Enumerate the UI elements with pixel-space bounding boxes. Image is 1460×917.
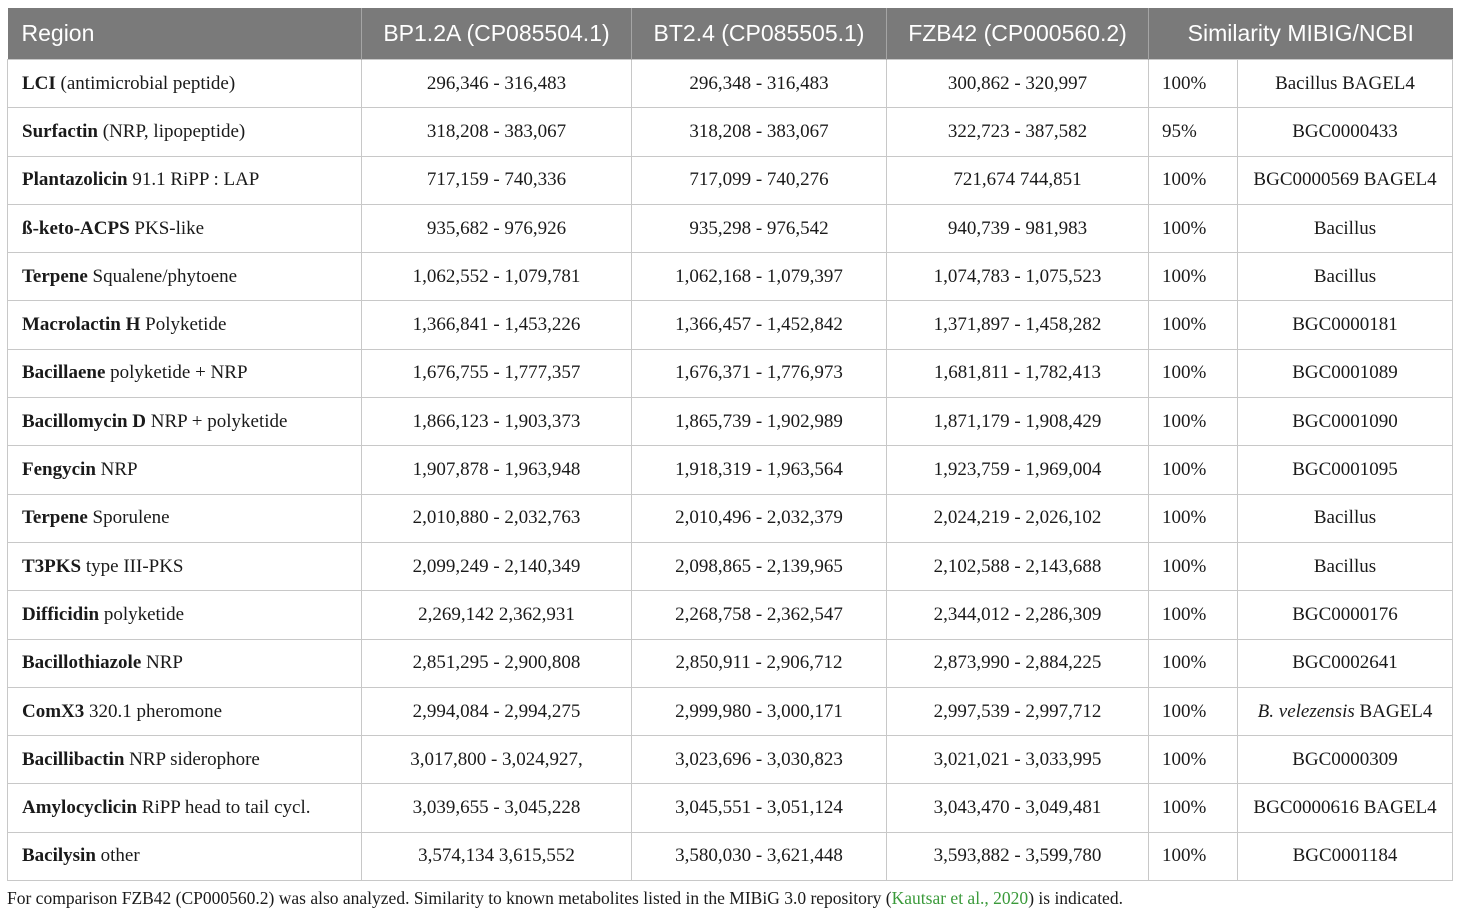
reference-id: Bacillus: [1313, 265, 1377, 287]
cell-bt24-coordinates: 3,580,030 - 3,621,448: [632, 832, 887, 880]
cell-region: [8, 542, 362, 590]
cell-fzb42-coordinates: 300,862 - 320,997: [887, 60, 1149, 108]
header-fzb42: FZB42 (CP000560.2): [887, 8, 1149, 60]
table-row: [8, 639, 1453, 687]
cell-region: [8, 398, 362, 446]
cell-region: [8, 832, 362, 880]
cell-bp12a-coordinates: 2,994,084 - 2,994,275: [362, 687, 632, 735]
region-description: NRP + polyketide: [150, 410, 288, 432]
cell-similarity-percent: 100%: [1149, 832, 1238, 880]
cell-bt24-coordinates: 1,918,319 - 1,963,564: [632, 446, 887, 494]
cell-fzb42-coordinates: 1,681,811 - 1,782,413: [887, 349, 1149, 397]
cell-bp12a-coordinates: 717,159 - 740,336: [362, 156, 632, 204]
region-description: 91.1 RiPP : LAP: [132, 169, 260, 191]
cell-similarity-reference: [1238, 156, 1453, 204]
cell-similarity-reference: [1238, 108, 1453, 156]
cell-bt24-coordinates: 1,062,168 - 1,079,397: [632, 253, 887, 301]
region-name: Macrolactin H: [22, 314, 141, 336]
cell-similarity-reference: [1238, 639, 1453, 687]
region-description: NRP: [146, 652, 183, 674]
cell-fzb42-coordinates: 3,593,882 - 3,599,780: [887, 832, 1149, 880]
table-header-row: [8, 8, 1453, 60]
cell-bp12a-coordinates: 2,851,295 - 2,900,808: [362, 639, 632, 687]
table-row: [8, 156, 1453, 204]
cell-bp12a-coordinates: 1,866,123 - 1,903,373: [362, 398, 632, 446]
cell-bt24-coordinates: 935,298 - 976,542: [632, 204, 887, 252]
region-name: Difficidin: [22, 603, 100, 625]
table-row: [8, 349, 1453, 397]
cell-region: [8, 446, 362, 494]
region-description: polyketide + NRP: [110, 362, 248, 384]
header-similarity: Similarity MIBIG/NCBI: [1149, 8, 1453, 60]
region-description: (NRP, lipopeptide): [102, 120, 246, 142]
cell-bp12a-coordinates: 318,208 - 383,067: [362, 108, 632, 156]
region-name: ß-keto-ACPS: [22, 217, 130, 239]
cell-similarity-percent: 100%: [1149, 542, 1238, 590]
reference-id: BGC0000309: [1292, 748, 1398, 770]
region-description: type III-PKS: [85, 555, 184, 577]
cell-similarity-percent: 100%: [1149, 591, 1238, 639]
region-name: Plantazolicin: [22, 169, 128, 191]
reference-id: BGC0000569 BAGEL4: [1253, 169, 1437, 191]
cell-region: [8, 60, 362, 108]
cell-bp12a-coordinates: 1,366,841 - 1,453,226: [362, 301, 632, 349]
cell-bp12a-coordinates: 2,099,249 - 2,140,349: [362, 542, 632, 590]
cell-region: [8, 253, 362, 301]
footnote-citation-link[interactable]: Kautsar et al., 2020: [891, 888, 1029, 908]
region-name: Bacillibactin: [22, 748, 125, 770]
table-row: [8, 784, 1453, 832]
cell-bt24-coordinates: 2,098,865 - 2,139,965: [632, 542, 887, 590]
cell-similarity-percent: 100%: [1149, 639, 1238, 687]
cell-region: [8, 784, 362, 832]
cell-fzb42-coordinates: 1,074,783 - 1,075,523: [887, 253, 1149, 301]
reference-id: Bacillus: [1313, 555, 1377, 577]
cell-bt24-coordinates: 2,268,758 - 2,362,547: [632, 591, 887, 639]
cell-similarity-percent: 100%: [1149, 301, 1238, 349]
cell-region: [8, 591, 362, 639]
region-description: NRP siderophore: [129, 748, 260, 770]
region-name: Surfactin: [22, 120, 98, 142]
cell-similarity-reference: [1238, 204, 1453, 252]
reference-id: BGC0001095: [1292, 459, 1398, 481]
table-row: [8, 736, 1453, 784]
cell-similarity-percent: 100%: [1149, 446, 1238, 494]
table-row: [8, 253, 1453, 301]
cell-fzb42-coordinates: 940,739 - 981,983: [887, 204, 1149, 252]
table-row: [8, 494, 1453, 542]
region-name: Bacillothiazole: [22, 652, 142, 674]
cell-region: [8, 687, 362, 735]
cell-region: [8, 301, 362, 349]
footnote-text-after: ) is indicated.: [1028, 888, 1123, 908]
cell-similarity-percent: 100%: [1149, 784, 1238, 832]
cell-similarity-reference: [1238, 591, 1453, 639]
reference-id: Bacillus BAGEL4: [1275, 72, 1415, 94]
cell-fzb42-coordinates: 2,997,539 - 2,997,712: [887, 687, 1149, 735]
cell-similarity-percent: 100%: [1149, 494, 1238, 542]
cell-similarity-percent: 100%: [1149, 253, 1238, 301]
cell-bp12a-coordinates: 2,269,142 2,362,931: [362, 591, 632, 639]
table-footnote: [7, 888, 1123, 909]
table-row: [8, 60, 1453, 108]
region-description: polyketide: [103, 603, 185, 625]
region-name: T3PKS: [22, 555, 82, 577]
table-row: [8, 832, 1453, 880]
cell-bt24-coordinates: 3,045,551 - 3,051,124: [632, 784, 887, 832]
region-name: LCI: [22, 72, 56, 94]
cell-similarity-reference: [1238, 253, 1453, 301]
cell-bt24-coordinates: 3,023,696 - 3,030,823: [632, 736, 887, 784]
reference-id: BGC0000616 BAGEL4: [1253, 797, 1437, 819]
region-description: other: [100, 845, 140, 867]
cell-fzb42-coordinates: 2,344,012 - 2,286,309: [887, 591, 1149, 639]
cell-similarity-percent: 100%: [1149, 60, 1238, 108]
cell-bt24-coordinates: 1,865,739 - 1,902,989: [632, 398, 887, 446]
header-bp12a: BP1.2A (CP085504.1): [362, 8, 632, 60]
region-name: Bacillomycin D: [22, 410, 147, 432]
cell-bt24-coordinates: 2,850,911 - 2,906,712: [632, 639, 887, 687]
region-name: Fengycin: [22, 459, 96, 481]
cell-fzb42-coordinates: 721,674 744,851: [887, 156, 1149, 204]
table-row: [8, 591, 1453, 639]
header-region: Region: [8, 8, 362, 60]
reference-id: BGC0000433: [1292, 120, 1398, 142]
cell-bt24-coordinates: 1,366,457 - 1,452,842: [632, 301, 887, 349]
region-description: Polyketide: [145, 314, 227, 336]
cell-bp12a-coordinates: 296,346 - 316,483: [362, 60, 632, 108]
cell-region: [8, 494, 362, 542]
region-name: Bacilysin: [22, 845, 96, 867]
reference-id: Bacillus: [1313, 507, 1377, 529]
table-body: [8, 60, 1453, 881]
cell-region: [8, 736, 362, 784]
cell-region: [8, 349, 362, 397]
region-description: Squalene/phytoene: [92, 265, 238, 287]
cell-similarity-reference: [1238, 832, 1453, 880]
cell-bt24-coordinates: 318,208 - 383,067: [632, 108, 887, 156]
cell-region: [8, 156, 362, 204]
cell-bt24-coordinates: 717,099 - 740,276: [632, 156, 887, 204]
region-description: Sporulene: [92, 507, 170, 529]
cell-fzb42-coordinates: 2,102,588 - 2,143,688: [887, 542, 1149, 590]
region-description: PKS-like: [134, 217, 205, 239]
region-description: (antimicrobial peptide): [60, 72, 236, 94]
cell-similarity-reference: [1238, 446, 1453, 494]
cell-similarity-reference: [1238, 494, 1453, 542]
cell-similarity-reference: [1238, 784, 1453, 832]
cell-bp12a-coordinates: 2,010,880 - 2,032,763: [362, 494, 632, 542]
region-description: RiPP head to tail cycl.: [141, 797, 311, 819]
cell-similarity-reference: [1238, 542, 1453, 590]
cell-similarity-percent: 100%: [1149, 687, 1238, 735]
cell-similarity-percent: 95%: [1149, 108, 1238, 156]
region-name: Terpene: [22, 507, 88, 529]
cell-fzb42-coordinates: 2,873,990 - 2,884,225: [887, 639, 1149, 687]
cell-similarity-percent: 100%: [1149, 204, 1238, 252]
reference-id: BGC0002641: [1292, 652, 1398, 674]
cell-bp12a-coordinates: 3,574,134 3,615,552: [362, 832, 632, 880]
region-name: Amylocyclicin: [22, 797, 138, 819]
cell-bt24-coordinates: 296,348 - 316,483: [632, 60, 887, 108]
cell-fzb42-coordinates: 2,024,219 - 2,026,102: [887, 494, 1149, 542]
cell-bp12a-coordinates: 3,017,800 - 3,024,927,: [362, 736, 632, 784]
metabolite-region-table: [7, 8, 1453, 881]
reference-id: Bacillus: [1313, 217, 1377, 239]
cell-bp12a-coordinates: 935,682 - 976,926: [362, 204, 632, 252]
region-description: NRP: [100, 459, 138, 481]
reference-id: BGC0000181: [1292, 314, 1398, 336]
reference-species: B. velezensis: [1257, 700, 1355, 722]
table-row: [8, 204, 1453, 252]
table-row: [8, 398, 1453, 446]
cell-similarity-reference: [1238, 301, 1453, 349]
cell-similarity-percent: 100%: [1149, 398, 1238, 446]
cell-region: [8, 204, 362, 252]
reference-id: BGC0001184: [1292, 845, 1398, 867]
cell-similarity-percent: 100%: [1149, 349, 1238, 397]
reference-id: BGC0001090: [1292, 410, 1398, 432]
cell-bp12a-coordinates: 3,039,655 - 3,045,228: [362, 784, 632, 832]
cell-fzb42-coordinates: 1,923,759 - 1,969,004: [887, 446, 1149, 494]
footnote-text-before: For comparison FZB42 (CP000560.2) was also analyzed. Similarity to known metabolites listed in the MIBiG 3.0 repository (: [7, 888, 892, 908]
cell-bp12a-coordinates: 1,907,878 - 1,963,948: [362, 446, 632, 494]
region-name: Bacillaene: [22, 362, 106, 384]
cell-similarity-percent: 100%: [1149, 736, 1238, 784]
cell-fzb42-coordinates: 3,043,470 - 3,049,481: [887, 784, 1149, 832]
region-name: Terpene: [22, 265, 88, 287]
cell-bp12a-coordinates: 1,062,552 - 1,079,781: [362, 253, 632, 301]
cell-fzb42-coordinates: 1,871,179 - 1,908,429: [887, 398, 1149, 446]
cell-similarity-reference: [1238, 349, 1453, 397]
reference-id: BAGEL4: [1359, 700, 1433, 722]
cell-fzb42-coordinates: 1,371,897 - 1,458,282: [887, 301, 1149, 349]
cell-region: [8, 639, 362, 687]
cell-similarity-reference: [1238, 60, 1453, 108]
table-row: [8, 301, 1453, 349]
table-row: [8, 446, 1453, 494]
cell-bp12a-coordinates: 1,676,755 - 1,777,357: [362, 349, 632, 397]
metabolite-table-container: [7, 8, 1452, 881]
cell-region: [8, 108, 362, 156]
table-row: [8, 108, 1453, 156]
cell-fzb42-coordinates: 3,021,021 - 3,033,995: [887, 736, 1149, 784]
table-row: [8, 542, 1453, 590]
table-row: [8, 687, 1453, 735]
cell-bt24-coordinates: 1,676,371 - 1,776,973: [632, 349, 887, 397]
cell-similarity-reference: [1238, 398, 1453, 446]
reference-id: BGC0001089: [1292, 362, 1398, 384]
header-bt24: BT2.4 (CP085505.1): [632, 8, 887, 60]
cell-similarity-reference: [1238, 736, 1453, 784]
region-name: ComX3: [22, 700, 85, 722]
cell-bt24-coordinates: 2,999,980 - 3,000,171: [632, 687, 887, 735]
cell-bt24-coordinates: 2,010,496 - 2,032,379: [632, 494, 887, 542]
cell-similarity-percent: 100%: [1149, 156, 1238, 204]
cell-similarity-reference: [1238, 687, 1453, 735]
reference-id: BGC0000176: [1292, 603, 1398, 625]
cell-fzb42-coordinates: 322,723 - 387,582: [887, 108, 1149, 156]
region-description: 320.1 pheromone: [89, 700, 223, 722]
